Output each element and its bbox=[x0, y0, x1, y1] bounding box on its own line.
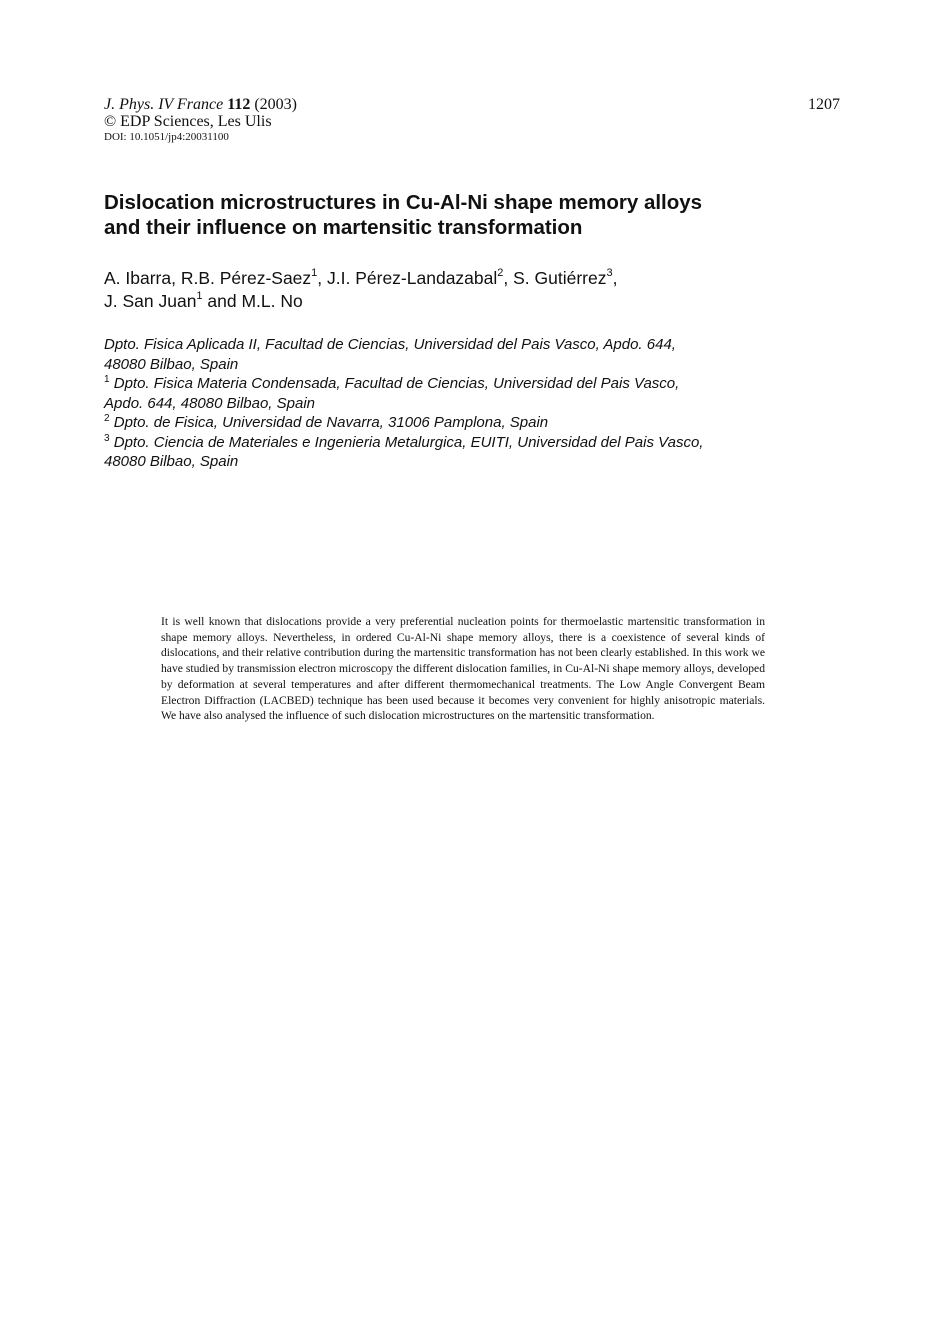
affiliation-marker: 1 bbox=[311, 267, 318, 280]
affiliation-marker: 2 bbox=[497, 267, 504, 280]
journal-year: (2003) bbox=[254, 96, 297, 113]
affiliation-number: 3 bbox=[104, 432, 110, 444]
affiliation-text: Dpto. Fisica Materia Condensada, Facultad de Ciencias, Universidad del Pais Vasco, bbox=[109, 375, 680, 392]
affiliation-line: 48080 Bilbao, Spain bbox=[104, 355, 239, 373]
affiliation bbox=[104, 433, 824, 472]
author-text: , J.I. Pérez-Landazabal bbox=[317, 268, 498, 288]
abstract: It is well known that dislocations provide a very preferential nucleation points for thermoelastic martensitic transformation in shape memory alloys. Nevertheless, in ordered Cu-Al-Ni shape memory alloys, there is a coexistence of several kinds of dislocations, and their relative contribution during the martensitic transformation has not been clearly established. In this work we have studied by transmission electron microscopy the different dislocation families, in Cu-Al-Ni shape memory alloys, developed by deformation at several temperatures and after different thermomechanical treatments. The Low Angle Convergent Beam Electron Diffraction (LACBED) technique has been used because it becomes very convenient for highly anisotropic materials. We have also analysed the influence of such dislocation microstructures on the martensitic transformation. bbox=[161, 615, 765, 723]
affiliation-line: Dpto. Fisica Aplicada II, Facultad de Ciencias, Universidad del Pais Vasco, Apdo. 644, bbox=[104, 336, 676, 353]
author-text: A. Ibarra, R.B. Pérez-Saez bbox=[104, 268, 312, 288]
affiliation-number: 2 bbox=[104, 413, 110, 424]
affiliation-marker: 1 bbox=[196, 290, 203, 303]
affiliation-marker: 3 bbox=[606, 267, 613, 280]
affiliation-line bbox=[104, 433, 824, 453]
author-text: and M.L. No bbox=[202, 291, 303, 311]
page-header bbox=[104, 96, 840, 145]
affiliation-line bbox=[104, 413, 824, 433]
journal-volume: 112 bbox=[227, 96, 251, 113]
author-list bbox=[104, 267, 824, 313]
affiliation-text: Dpto. Ciencia de Materiales e Ingenieria Metalurgica, EUITI, Universidad del Pais Vasco, bbox=[109, 433, 704, 451]
journal-name: J. Phys. IV France bbox=[104, 96, 224, 113]
affiliation-line: Apdo. 644, 48080 Bilbao, Spain bbox=[104, 394, 316, 412]
author-text: , S. Gutiérrez bbox=[503, 268, 607, 288]
copyright-line: © EDP Sciences, Les Ulis bbox=[104, 113, 272, 130]
affiliation bbox=[104, 413, 824, 433]
title-line-2: and their influence on martensitic transformation bbox=[104, 216, 583, 239]
affiliation-line: 48080 Bilbao, Spain bbox=[104, 453, 239, 470]
author-text: J. San Juan bbox=[104, 291, 197, 311]
affiliation-list bbox=[104, 335, 824, 472]
affiliation-line bbox=[104, 374, 824, 394]
affiliation bbox=[104, 374, 824, 413]
page-number: 1207 bbox=[808, 96, 840, 113]
affiliation bbox=[104, 335, 824, 374]
affiliation-text: Dpto. de Fisica, Universidad de Navarra, 31006 Pamplona, Spain bbox=[109, 414, 549, 431]
author-text: , bbox=[612, 268, 618, 288]
affiliation-number: 1 bbox=[104, 374, 110, 385]
citation-line bbox=[104, 96, 840, 113]
doi-line: DOI: 10.1051/jp4:20031100 bbox=[104, 131, 229, 143]
title-line-1: Dislocation microstructures in Cu-Al-Ni shape memory alloys bbox=[104, 191, 703, 214]
paper-title bbox=[104, 190, 824, 240]
